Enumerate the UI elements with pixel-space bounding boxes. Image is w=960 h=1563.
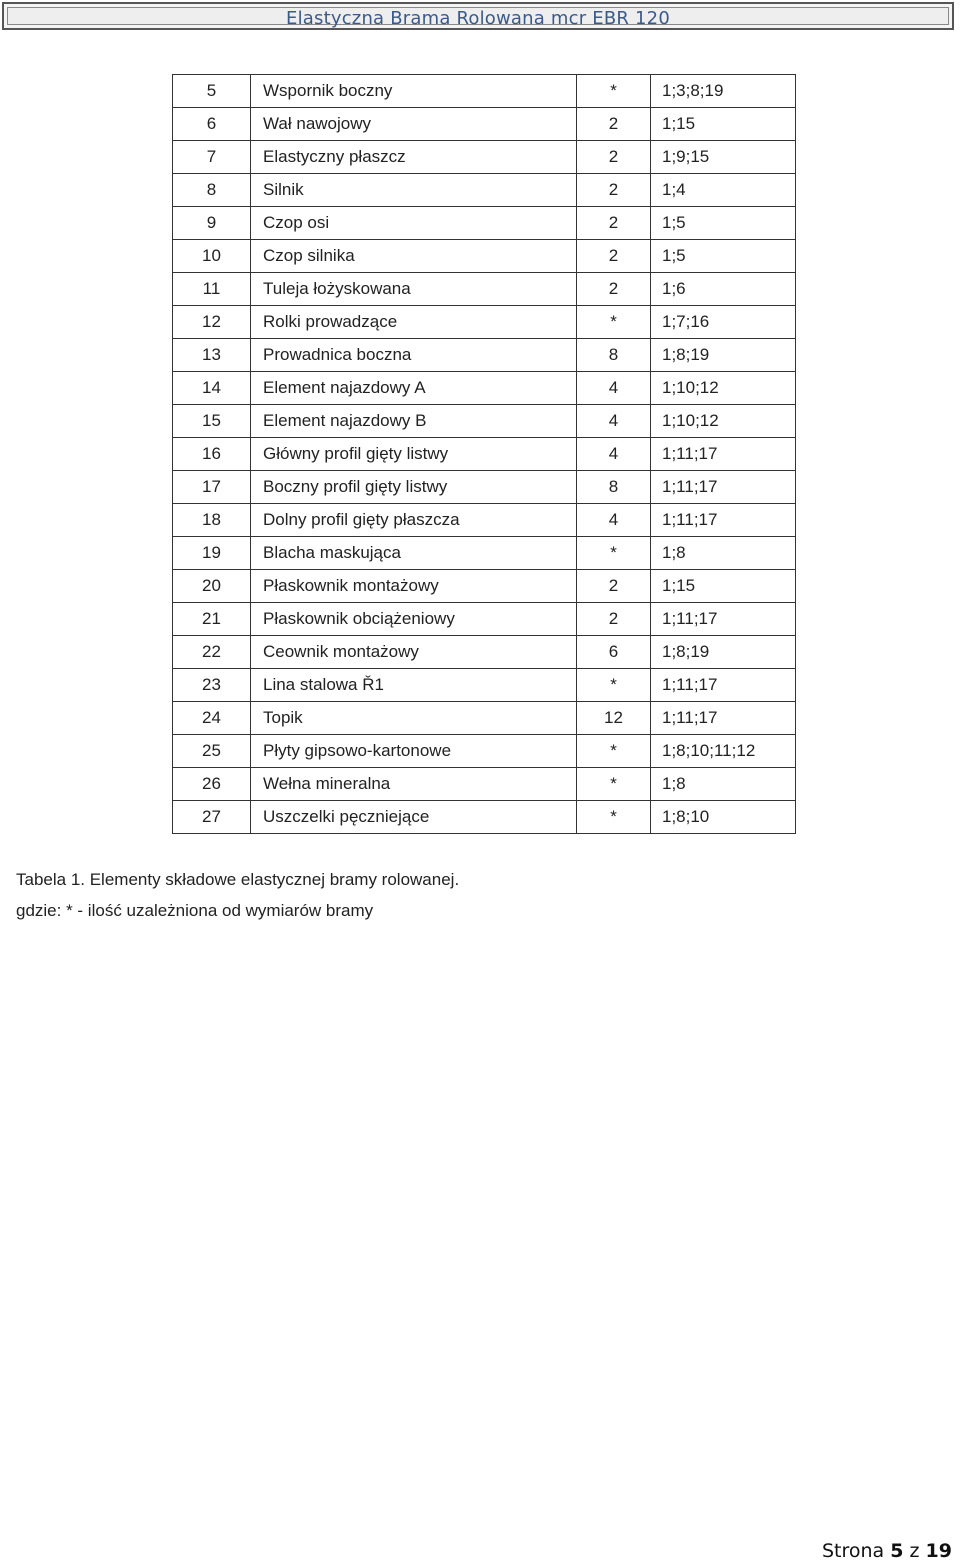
- document-title: Elastyczna Brama Rolowana mcr EBR 120: [286, 8, 670, 29]
- row-number-cell: 13: [173, 339, 251, 372]
- table-row: [173, 702, 796, 735]
- part-name-cell: Prowadnica boczna: [251, 339, 577, 372]
- part-name-cell: Boczny profil gięty listwy: [251, 471, 577, 504]
- row-number-cell: 22: [173, 636, 251, 669]
- part-name-cell: Główny profil gięty listwy: [251, 438, 577, 471]
- part-name-cell: Ceownik montażowy: [251, 636, 577, 669]
- reference-cell: 1;5: [651, 207, 796, 240]
- table-row: [173, 735, 796, 768]
- table-note: gdzie: * - ilość uzależniona od wymiarów bramy: [16, 901, 374, 920]
- reference-cell: 1;15: [651, 570, 796, 603]
- quantity-cell: *: [577, 306, 651, 339]
- row-number-cell: 24: [173, 702, 251, 735]
- row-number-cell: 27: [173, 801, 251, 834]
- quantity-cell: 2: [577, 240, 651, 273]
- quantity-cell: 2: [577, 108, 651, 141]
- page-number-separator: z: [909, 1540, 920, 1562]
- row-number-cell: 23: [173, 669, 251, 702]
- row-number-cell: 9: [173, 207, 251, 240]
- table-row: [173, 75, 796, 108]
- table-row: [173, 405, 796, 438]
- row-number-cell: 17: [173, 471, 251, 504]
- part-name-cell: Płaskownik montażowy: [251, 570, 577, 603]
- row-number-cell: 14: [173, 372, 251, 405]
- row-number-cell: 11: [173, 273, 251, 306]
- row-number-cell: 15: [173, 405, 251, 438]
- part-name-cell: Lina stalowa Ř1: [251, 669, 577, 702]
- page-number-total: 19: [925, 1540, 952, 1562]
- parts-table: [172, 74, 796, 834]
- quantity-cell: *: [577, 801, 651, 834]
- reference-cell: 1;11;17: [651, 702, 796, 735]
- quantity-cell: 2: [577, 273, 651, 306]
- part-name-cell: Silnik: [251, 174, 577, 207]
- quantity-cell: 4: [577, 438, 651, 471]
- reference-cell: 1;8;10: [651, 801, 796, 834]
- part-name-cell: Wełna mineralna: [251, 768, 577, 801]
- reference-cell: 1;6: [651, 273, 796, 306]
- table-row: [173, 207, 796, 240]
- row-number-cell: 26: [173, 768, 251, 801]
- reference-cell: 1;5: [651, 240, 796, 273]
- table-caption: Tabela 1. Elementy składowe elastycznej bramy rolowanej.: [16, 870, 460, 889]
- table-row: [173, 174, 796, 207]
- table-row: [173, 636, 796, 669]
- page-number: [822, 1540, 952, 1562]
- table-row: [173, 801, 796, 834]
- table-row: [173, 372, 796, 405]
- table-row: [173, 537, 796, 570]
- reference-cell: 1;3;8;19: [651, 75, 796, 108]
- quantity-cell: 2: [577, 174, 651, 207]
- table-row: [173, 141, 796, 174]
- reference-cell: 1;11;17: [651, 438, 796, 471]
- part-name-cell: Dolny profil gięty płaszcza: [251, 504, 577, 537]
- page-number-prefix: Strona: [821, 1540, 885, 1562]
- part-name-cell: Element najazdowy B: [251, 405, 577, 438]
- table-row: [173, 273, 796, 306]
- row-number-cell: 10: [173, 240, 251, 273]
- table-row: [173, 339, 796, 372]
- reference-cell: 1;7;16: [651, 306, 796, 339]
- reference-cell: 1;11;17: [651, 471, 796, 504]
- part-name-cell: Element najazdowy A: [251, 372, 577, 405]
- page-number-current: 5: [890, 1540, 904, 1562]
- row-number-cell: 20: [173, 570, 251, 603]
- row-number-cell: 6: [173, 108, 251, 141]
- quantity-cell: 6: [577, 636, 651, 669]
- table-row: [173, 768, 796, 801]
- quantity-cell: 2: [577, 141, 651, 174]
- quantity-cell: *: [577, 537, 651, 570]
- reference-cell: 1;11;17: [651, 669, 796, 702]
- part-name-cell: Elastyczny płaszcz: [251, 141, 577, 174]
- row-number-cell: 7: [173, 141, 251, 174]
- quantity-cell: 2: [577, 570, 651, 603]
- quantity-cell: 4: [577, 372, 651, 405]
- part-name-cell: Blacha maskująca: [251, 537, 577, 570]
- reference-cell: 1;9;15: [651, 141, 796, 174]
- parts-table-body: [173, 75, 796, 834]
- part-name-cell: Płyty gipsowo-kartonowe: [251, 735, 577, 768]
- quantity-cell: 8: [577, 339, 651, 372]
- table-row: [173, 306, 796, 339]
- table-row: [173, 240, 796, 273]
- page-header: [2, 2, 954, 30]
- row-number-cell: 5: [173, 75, 251, 108]
- quantity-cell: 12: [577, 702, 651, 735]
- reference-cell: 1;11;17: [651, 603, 796, 636]
- reference-cell: 1;11;17: [651, 504, 796, 537]
- quantity-cell: *: [577, 735, 651, 768]
- reference-cell: 1;10;12: [651, 372, 796, 405]
- part-name-cell: Rolki prowadzące: [251, 306, 577, 339]
- quantity-cell: 2: [577, 603, 651, 636]
- table-row: [173, 504, 796, 537]
- table-row: [173, 603, 796, 636]
- reference-cell: 1;8;10;11;12: [651, 735, 796, 768]
- table-row: [173, 570, 796, 603]
- row-number-cell: 25: [173, 735, 251, 768]
- quantity-cell: *: [577, 669, 651, 702]
- row-number-cell: 19: [173, 537, 251, 570]
- reference-cell: 1;8;19: [651, 339, 796, 372]
- part-name-cell: Wspornik boczny: [251, 75, 577, 108]
- part-name-cell: Tuleja łożyskowana: [251, 273, 577, 306]
- table-row: [173, 438, 796, 471]
- row-number-cell: 21: [173, 603, 251, 636]
- row-number-cell: 18: [173, 504, 251, 537]
- quantity-cell: *: [577, 75, 651, 108]
- quantity-cell: *: [577, 768, 651, 801]
- part-name-cell: Czop silnika: [251, 240, 577, 273]
- row-number-cell: 16: [173, 438, 251, 471]
- reference-cell: 1;8: [651, 537, 796, 570]
- part-name-cell: Płaskownik obciążeniowy: [251, 603, 577, 636]
- quantity-cell: 2: [577, 207, 651, 240]
- quantity-cell: 4: [577, 504, 651, 537]
- quantity-cell: 4: [577, 405, 651, 438]
- table-row: [173, 471, 796, 504]
- reference-cell: 1;8: [651, 768, 796, 801]
- quantity-cell: 8: [577, 471, 651, 504]
- part-name-cell: Czop osi: [251, 207, 577, 240]
- row-number-cell: 12: [173, 306, 251, 339]
- reference-cell: 1;10;12: [651, 405, 796, 438]
- reference-cell: 1;8;19: [651, 636, 796, 669]
- table-row: [173, 108, 796, 141]
- row-number-cell: 8: [173, 174, 251, 207]
- reference-cell: 1;4: [651, 174, 796, 207]
- table-row: [173, 669, 796, 702]
- part-name-cell: Uszczelki pęczniejące: [251, 801, 577, 834]
- part-name-cell: Topik: [251, 702, 577, 735]
- part-name-cell: Wał nawojowy: [251, 108, 577, 141]
- reference-cell: 1;15: [651, 108, 796, 141]
